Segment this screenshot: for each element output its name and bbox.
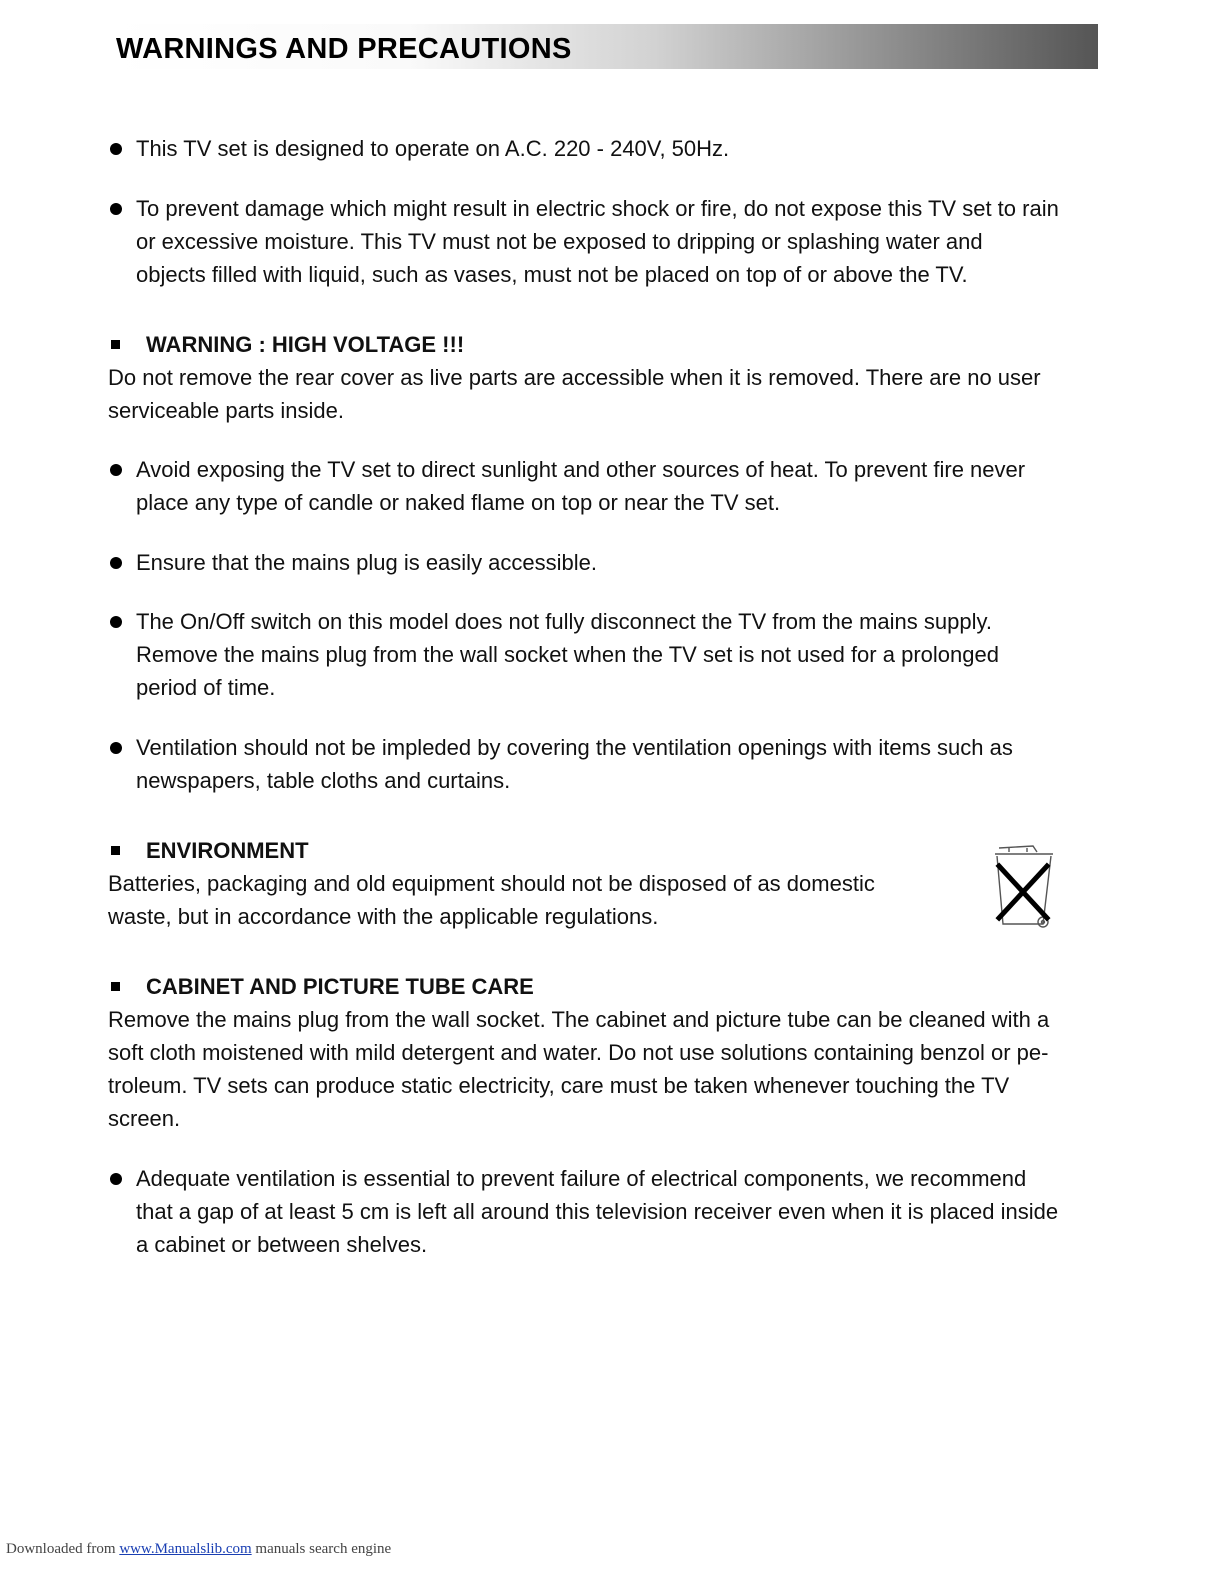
square-bullet-icon [111,340,120,349]
manualslib-link[interactable]: www.Manualslib.com [119,1541,252,1557]
section-heading: WARNING : HIGH VOLTAGE !!! [146,332,465,357]
paragraph-line: Do not remove the rear cover as live parts are accessible when it is removed. There are no user [108,365,1041,390]
bullet-line: To prevent damage which might result in electric shock or fire, do not expose this TV set to rain [136,196,1059,221]
bullet-line: The On/Off switch on this model does not fully disconnect the TV from the mains supply. [136,609,992,634]
paragraph-line: troleum. TV sets can produce static electricity, care must be taken whenever touching the TV [108,1073,1010,1098]
paragraph-line: Remove the mains plug from the wall socket. The cabinet and picture tube can be cleaned with a [108,1007,1050,1032]
section-heading: CABINET AND PICTURE TUBE CARE [146,974,534,999]
bullet-dot-icon [110,1173,122,1185]
footer-suffix: manuals search engine [251,1541,392,1557]
bullet-dot-icon [110,557,122,569]
footer-prefix: Downloaded from [6,1541,120,1557]
paragraph-line: screen. [108,1106,181,1131]
bullet-line: objects filled with liquid, such as vases, must not be placed on top of or above the TV. [136,262,968,287]
square-bullet-icon [111,982,120,991]
bullet-line: or excessive moisture. This TV must not be exposed to dripping or splashing water and [136,229,983,254]
paragraph-line: waste, but in accordance with the applicable regulations. [108,904,659,929]
paragraph-line: Batteries, packaging and old equipment should not be disposed of as domestic [108,871,875,896]
bullet-line: Ventilation should not be impleded by covering the ventilation openings with items such as [136,735,1013,760]
title-bar [112,24,1098,69]
bullet-line: period of time. [136,675,276,700]
bullet-line: newspapers, table cloths and curtains. [136,768,511,793]
paragraph-line: serviceable parts inside. [108,398,345,423]
bullet-line: Remove the mains plug from the wall socket when the TV set is not used for a prolonged [136,642,999,667]
bullet-dot-icon [110,464,122,476]
crossed-out-wheelie-bin-icon [985,842,1061,932]
bullet-dot-icon [110,143,122,155]
bullet-line: Avoid exposing the TV set to direct sunlight and other sources of heat. To prevent fire never [136,457,1026,482]
section-heading: ENVIRONMENT [146,838,309,863]
bullet-line: Ensure that the mains plug is easily accessible. [136,550,598,575]
bullet-dot-icon [110,616,122,628]
square-bullet-icon [111,846,120,855]
paragraph-line: soft cloth moistened with mild detergent and water. Do not use solutions containing benzol or pe- [108,1040,1049,1065]
page-title: WARNINGS AND PRECAUTIONS [116,33,572,65]
bullet-dot-icon [110,203,122,215]
bullet-dot-icon [110,742,122,754]
bullet-line: place any type of candle or naked flame on top or near the TV set. [136,490,781,515]
bullet-line: Adequate ventilation is essential to prevent failure of electrical components, we recommend [136,1166,1027,1191]
download-footer [6,1541,391,1558]
bullet-line: This TV set is designed to operate on A.C. 220 - 240V, 50Hz. [136,136,730,161]
bullet-line: a cabinet or between shelves. [136,1232,428,1257]
bullet-line: that a gap of at least 5 cm is left all around this television receiver even when it is placed inside [136,1199,1059,1224]
